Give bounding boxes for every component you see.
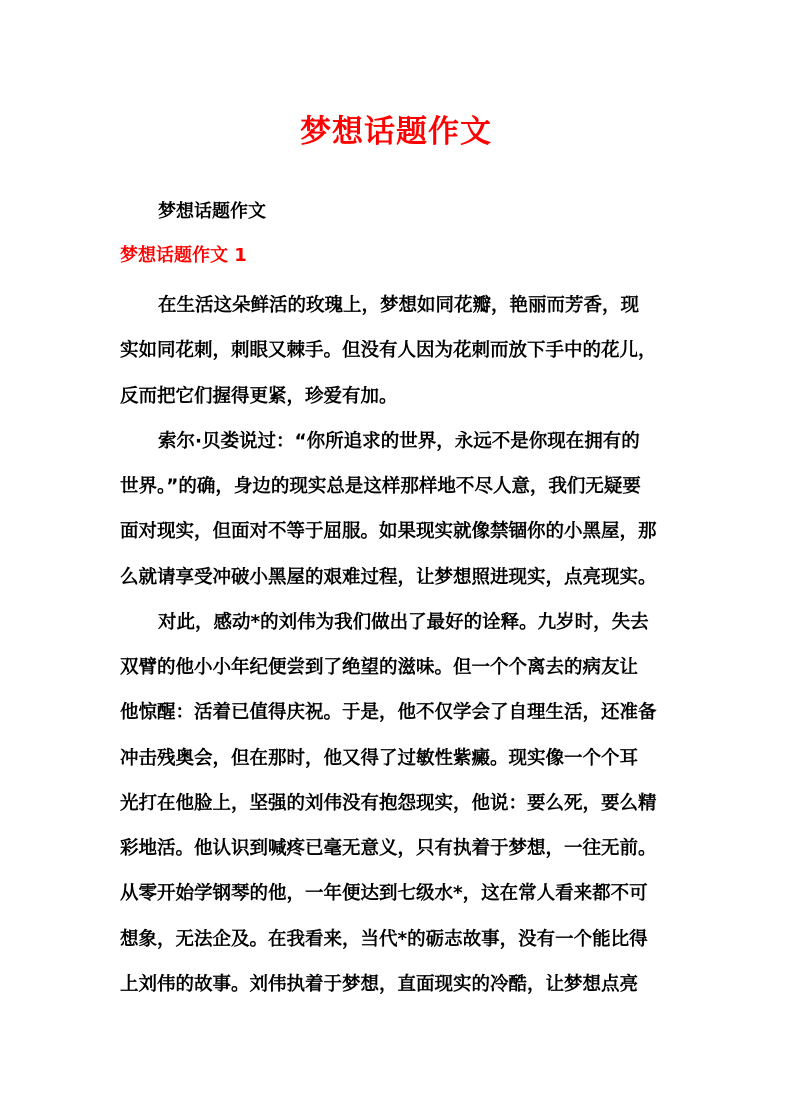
paragraph-line: 实如同花刺，刺眼又棘手。但没有人因为花刺而放下手中的花儿，	[120, 340, 657, 362]
paragraph-line: 彩地活。他认识到喊疼已毫无意义，只有执着于梦想，一往无前。	[120, 838, 657, 859]
section-heading: 梦想话题作文 1	[120, 245, 247, 266]
document-subtitle: 梦想话题作文	[158, 201, 266, 222]
body-text	[120, 283, 680, 1007]
paragraph-line: 么就请享受冲破小黑屋的艰难过程，让梦想照进现实，点亮现实。	[120, 566, 657, 588]
document-title: 梦想话题作文	[300, 114, 492, 150]
paragraph-line: 双臂的他小小年纪便尝到了绝望的滋味。但一个个离去的病友让	[120, 657, 639, 678]
paragraph-line: 冲击残奥会，但在那时，他又得了过敏性紫癜。现实像一个个耳	[120, 747, 639, 769]
paragraph-line: 光打在他脸上，坚强的刘伟没有抱怨现实，他说：要么死，要么精	[120, 792, 657, 814]
paragraph-line: 他惊醒：活着已值得庆祝。于是，他不仅学会了自理生活，还准备	[120, 702, 657, 724]
paragraph-line: 想象，无法企及。在我看来，当代*的砺志故事，没有一个能比得	[120, 928, 648, 950]
paragraph-line: 世界。”的确，身边的现实总是这样那样地不尽人意，我们无疑要	[120, 476, 641, 497]
paragraph-line: 从零开始学钢琴的他，一年便达到七级水*，这在常人看来都不可	[120, 883, 648, 905]
paragraph-line: 对此，感动*的刘伟为我们做出了最好的诠释。九岁时，失去	[158, 611, 649, 633]
paragraph-line: 在生活这朵鲜活的玫瑰上，梦想如同花瓣，艳丽而芳香，现	[158, 295, 640, 316]
paragraph-line: 索尔·贝娄说过：“你所追求的世界，永远不是你现在拥有的	[158, 430, 640, 452]
paragraph-line: 反而把它们握得更紧，珍爱有加。	[120, 385, 398, 407]
paragraph-line: 上刘伟的故事。刘伟执着于梦想，直面现实的冷酷，让梦想点亮	[120, 973, 639, 995]
paragraph-line: 面对现实，但面对不等于屈服。如果现实就像禁锢你的小黑屋，那	[120, 521, 657, 543]
